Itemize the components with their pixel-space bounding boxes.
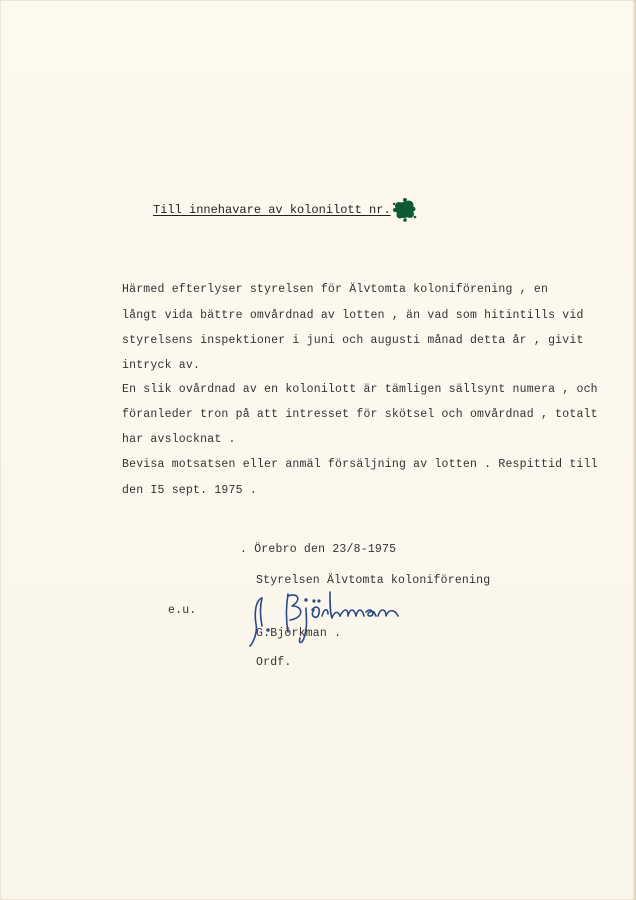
body-line-6: föranleder tron på att intresset för skötsel och omvårdnad , totalt <box>122 408 598 421</box>
body-line-9: den I5 sept. 1975 . <box>122 484 257 497</box>
paper-edge <box>632 0 636 900</box>
organization-name: Styrelsen Älvtomta koloniförening <box>256 574 491 587</box>
body-line-7: har avslocknat . <box>122 433 236 446</box>
body-line-4: intryck av. <box>122 359 201 372</box>
body-line-1: Härmed efterlyser styrelsen för Älvtomta koloniförening , en <box>122 283 549 296</box>
place-date: . Örebro den 23/8-1975 <box>240 543 397 556</box>
ink-blot-icon <box>390 195 420 225</box>
body-line-5: En slik ovårdnad av en kolonilott är tämligen sällsynt numera , och <box>122 383 598 396</box>
signatory-name: G.Björkman . <box>256 627 342 640</box>
eu-note: e.u. <box>168 604 197 617</box>
body-line-3: styrelsens inspektioner i juni och augusti månad detta år , givit <box>122 334 584 347</box>
body-line-8: Bevisa motsatsen eller anmäl försäljning av lotten . Respittid till <box>122 458 598 471</box>
letter-heading: Till innehavare av kolonilott nr. <box>153 203 391 217</box>
body-line-2: långt vida bättre omvårdnad av lotten , än vad som hitintills vid <box>122 309 584 322</box>
signatory-title: Ordf. <box>256 656 292 669</box>
